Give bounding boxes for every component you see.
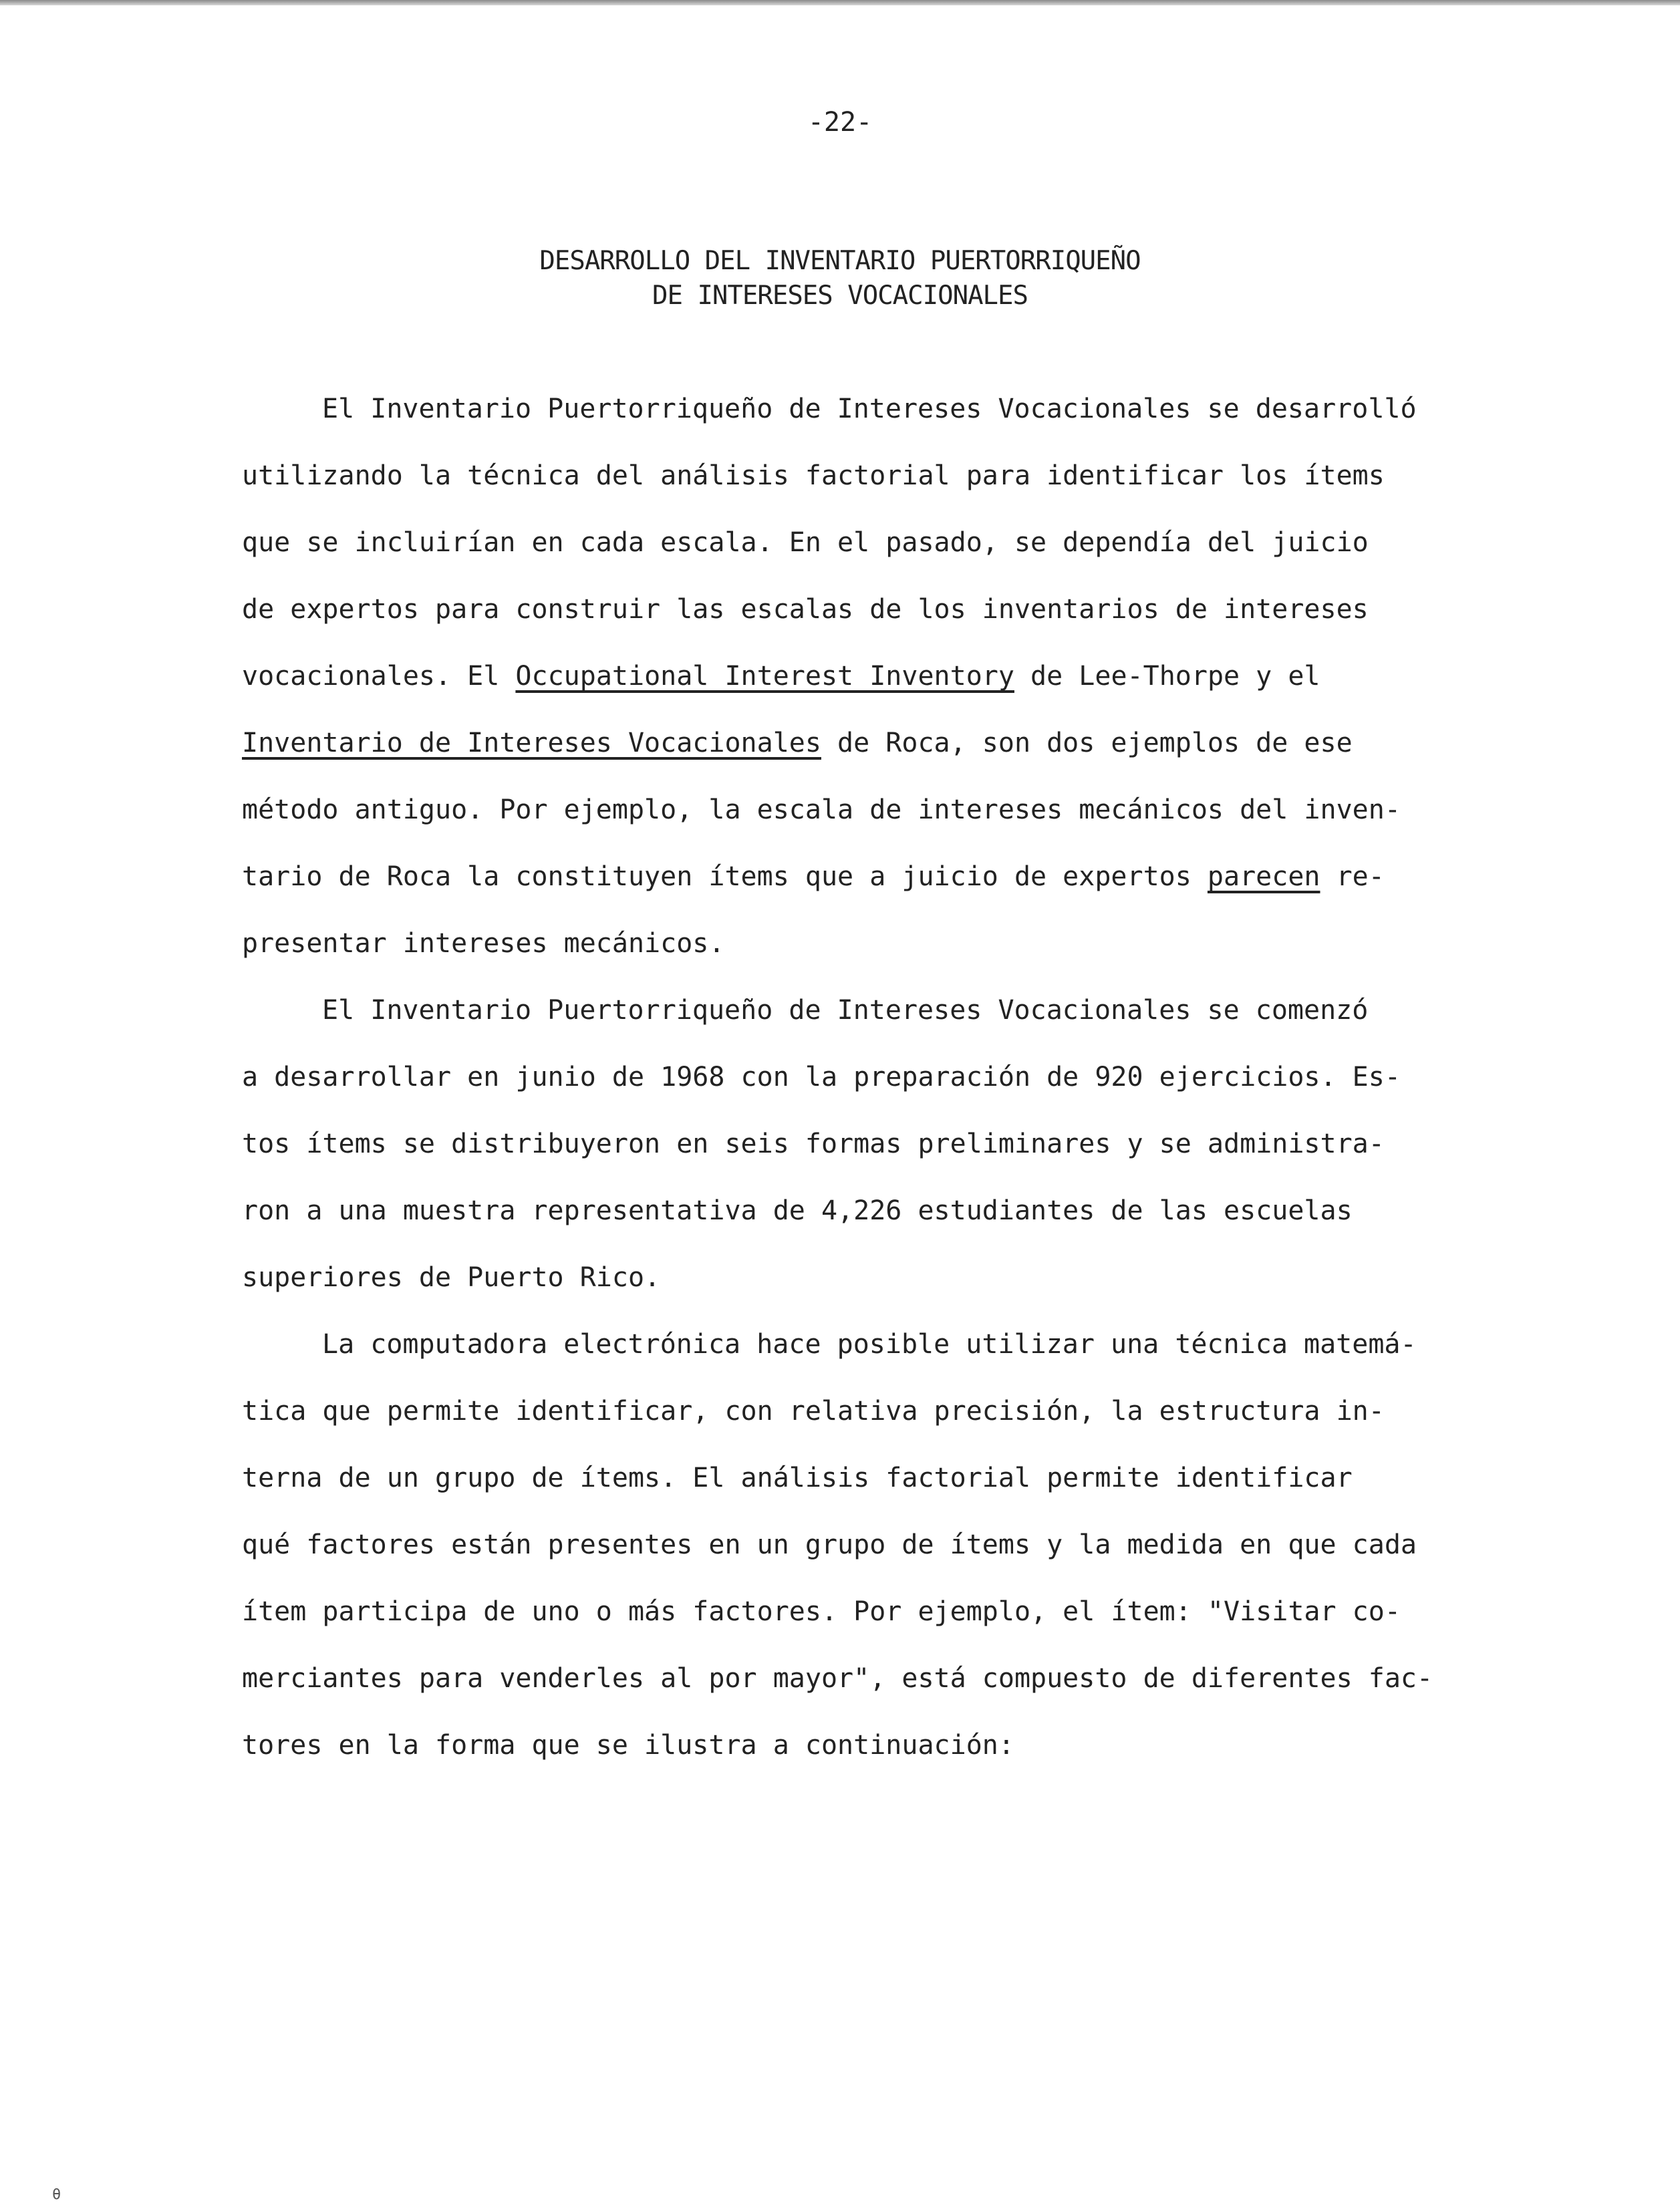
text-run: utilizando la técnica del análisis factorial para identificar los ítems (242, 460, 1385, 491)
text-run: ítem participa de uno o más factores. Por ejemplo, el ítem: "Visitar co- (242, 1596, 1401, 1627)
text-line (242, 1177, 1458, 1244)
text-line (242, 1044, 1458, 1111)
document-title (0, 244, 1680, 313)
text-line (242, 1445, 1458, 1511)
text-line (242, 442, 1458, 509)
text-line (242, 1645, 1458, 1712)
text-line (242, 776, 1458, 843)
text-line (242, 1578, 1458, 1645)
text-run: re- (1320, 861, 1385, 892)
underlined-title: Occupational Interest Inventory (515, 661, 1014, 692)
title-line-2: DE INTERESES VOCACIONALES (652, 281, 1028, 311)
title-line-1: DESARROLLO DEL INVENTARIO PUERTORRIQUEÑO (539, 246, 1141, 276)
text-run: La computadora electrónica hace posible utilizar una técnica matemá- (322, 1329, 1417, 1360)
text-run: tos ítems se distribuyeron en seis formas preliminares y se administra- (242, 1129, 1385, 1159)
text-line (242, 1111, 1458, 1177)
text-line (242, 1378, 1458, 1445)
text-line (242, 1712, 1458, 1779)
paragraph (242, 376, 1458, 977)
text-run: método antiguo. Por ejemplo, la escala de intereses mecánicos del inven- (242, 794, 1401, 825)
underlined-title: Inventario de Intereses Vocacionales (242, 728, 821, 758)
text-line (242, 576, 1458, 643)
text-line (242, 910, 1458, 977)
text-run: que se incluirían en cada escala. En el pasado, se dependía del juicio (242, 527, 1369, 558)
text-run: de Roca, son dos ejemplos de ese (821, 728, 1353, 758)
text-run: a desarrollar en junio de 1968 con la preparación de 920 ejercicios. Es- (242, 1062, 1401, 1092)
text-run: superiores de Puerto Rico. (242, 1262, 661, 1293)
text-run: tica que permite identificar, con relativa precisión, la estructura in- (242, 1396, 1385, 1427)
text-run: tario de Roca la constituyen ítems que a juicio de expertos (242, 861, 1208, 892)
text-line (242, 710, 1458, 776)
text-run: El Inventario Puertorriqueño de Intereses Vocacionales se desarrolló (322, 394, 1417, 424)
text-line (242, 1511, 1458, 1578)
text-line (242, 376, 1458, 442)
text-line (242, 977, 1458, 1044)
top-edge-rule (0, 0, 1680, 5)
text-run: vocacionales. El (242, 661, 516, 692)
text-run: merciantes para venderles al por mayor", está compuesto de diferentes fac- (242, 1663, 1433, 1694)
text-run: tores en la forma que se ilustra a continuación: (242, 1730, 1014, 1761)
text-line (242, 643, 1458, 710)
paragraph (242, 977, 1458, 1311)
corner-mark: θ (52, 2186, 61, 2203)
text-run: El Inventario Puertorriqueño de Intereses Vocacionales se comenzó (322, 995, 1369, 1026)
text-line (242, 1311, 1458, 1378)
text-run: de Lee-Thorpe y el (1014, 661, 1320, 692)
text-line (242, 843, 1458, 910)
text-line (242, 509, 1458, 576)
text-run: qué factores están presentes en un grupo de ítems y la medida en que cada (242, 1529, 1417, 1560)
page-number: -22- (807, 107, 873, 138)
paragraph (242, 1311, 1458, 1779)
text-run: ron a una muestra representativa de 4,226 estudiantes de las escuelas (242, 1195, 1353, 1226)
text-run: terna de un grupo de ítems. El análisis factorial permite identificar (242, 1463, 1353, 1493)
text-line (242, 1244, 1458, 1311)
body-text (242, 376, 1458, 1779)
text-run: de expertos para construir las escalas de los inventarios de intereses (242, 594, 1369, 625)
text-run: presentar intereses mecánicos. (242, 928, 725, 959)
underlined-title: parecen (1207, 861, 1320, 892)
